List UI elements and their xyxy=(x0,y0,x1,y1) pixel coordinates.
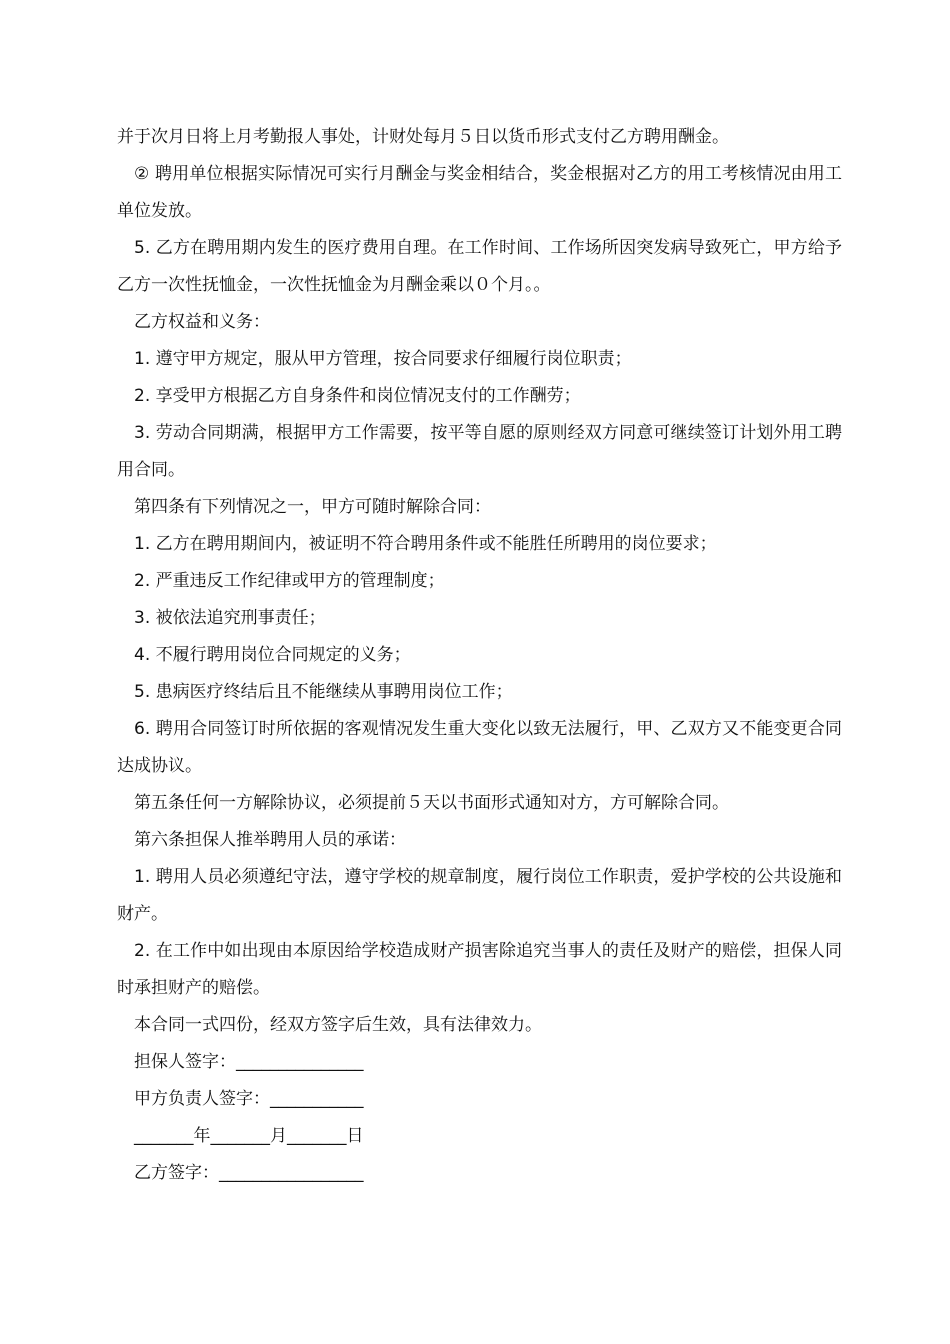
paragraph-effectiveness: 本合同一式四份，经双方签字后生效，具有法律效力。 xyxy=(134,1015,542,1035)
list-item-termination-5: 5. 患病医疗终结后且不能继续从事聘用岗位工作； xyxy=(134,682,513,702)
list-item-rights-3: 3. 劳动合同期满，根据甲方工作需要，按平等自愿的原则经双方同意可继续签订计划外用工聘用合同。 xyxy=(117,423,842,480)
heading-party-b-rights: 乙方权益和义务： xyxy=(134,312,270,332)
list-item-termination-6: 6. 聘用合同签订时所依据的客观情况发生重大变化以致无法履行，甲、乙双方又不能变更合同达成协议。 xyxy=(117,719,842,776)
heading-article-5: 第五条任何一方解除协议，必须提前５天以书面形式通知对方，方可解除合同。 xyxy=(134,793,729,813)
list-item-termination-3: 3. 被依法追究刑事责任； xyxy=(134,608,326,628)
list-item-termination-2: 2. 严重违反工作纪律或甲方的管理制度； xyxy=(134,571,445,591)
party-a-signature-line: 甲方负责人签字：___________ xyxy=(134,1089,364,1109)
list-item-termination-1: 1. 乙方在聘用期间内，被证明不符合聘用条件或不能胜任所聘用的岗位要求； xyxy=(134,534,717,554)
list-item-guarantee-1: 1. 聘用人员必须遵纪守法，遵守学校的规章制度，履行岗位工作职责，爱护学校的公共设施和财产。 xyxy=(117,867,842,924)
heading-article-6: 第六条担保人推举聘用人员的承诺： xyxy=(134,830,406,850)
date-line: _______年_______月_______日 xyxy=(134,1126,364,1146)
paragraph-payment-timing: 并于次月日将上月考勤报人事处，计财处每月５日以货币形式支付乙方聘用酬金。 xyxy=(117,127,729,147)
heading-article-4: 第四条有下列情况之一，甲方可随时解除合同： xyxy=(134,497,491,517)
list-item-rights-1: 1. 遵守甲方规定，服从甲方管理，按合同要求仔细履行岗位职责； xyxy=(134,349,632,369)
document-body xyxy=(117,119,842,1192)
list-item-guarantee-2: 2. 在工作中如出现由本原因给学校造成财产损害除追究当事人的责任及财产的赔偿，担保人同时承担财产的赔偿。 xyxy=(117,941,842,998)
paragraph-medical-expenses: 5. 乙方在聘用期内发生的医疗费用自理。在工作时间、工作场所因突发病导致死亡，甲方给予乙方一次性抚恤金，一次性抚恤金为月酬金乘以０个月。。 xyxy=(117,238,842,295)
guarantor-signature-line: 担保人签字：_______________ xyxy=(134,1052,364,1072)
list-item-termination-4: 4. 不履行聘用岗位合同规定的义务； xyxy=(134,645,411,665)
list-item-rights-2: 2. 享受甲方根据乙方自身条件和岗位情况支付的工作酬劳； xyxy=(134,386,581,406)
party-b-signature-line: 乙方签字：_________________ xyxy=(134,1163,364,1183)
paragraph-bonus: ② 聘用单位根据实际情况可实行月酬金与奖金相结合，奖金根据对乙方的用工考核情况由用工单位发放。 xyxy=(117,164,842,221)
